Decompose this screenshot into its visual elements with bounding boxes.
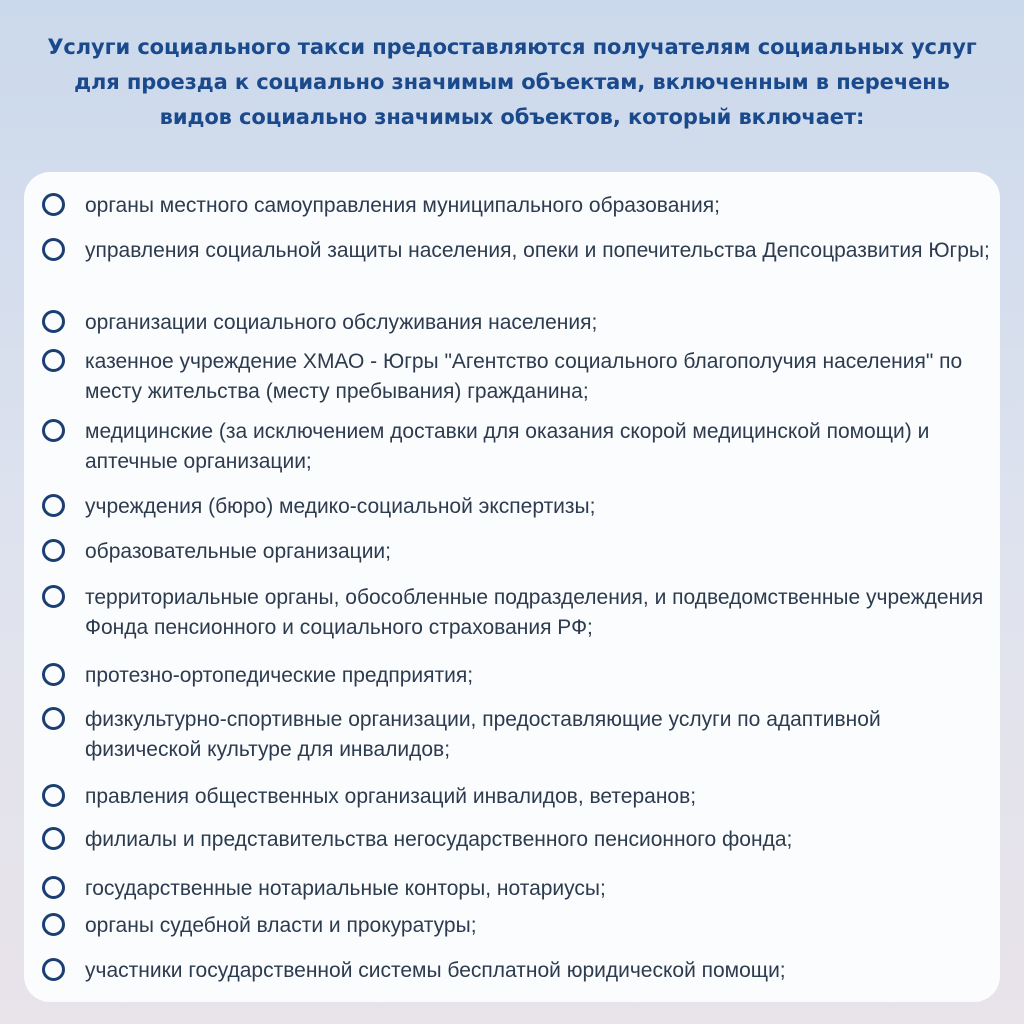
title-line: видов социально значимых объектов, который включает:	[159, 105, 865, 129]
page-title	[20, 30, 1004, 135]
list-item-text: органы судебной власти и прокуратуры;	[85, 914, 477, 937]
list-item-text: участники государственной системы бесплатной юридической помощи;	[85, 959, 786, 982]
list-item	[42, 308, 992, 338]
list-item	[42, 874, 992, 904]
list-item	[42, 782, 992, 812]
circle-bullet-icon	[42, 310, 65, 333]
list-item-text: физкультурно-спортивные организации, предоставляющие услуги по адаптивной физической культуре для инвалидов;	[85, 708, 881, 761]
circle-bullet-icon	[42, 827, 65, 850]
list-item	[42, 825, 992, 855]
circle-bullet-icon	[42, 663, 65, 686]
list-item-text: образовательные организации;	[85, 540, 391, 563]
list-item	[42, 661, 992, 691]
list-item-text: медицинские (за исключением доставки для оказания скорой медицинской помощи) и аптечные организации;	[85, 420, 930, 473]
list-item	[42, 911, 992, 941]
list-item	[42, 492, 992, 522]
circle-bullet-icon	[42, 494, 65, 517]
list-item	[42, 705, 992, 765]
circle-bullet-icon	[42, 539, 65, 562]
title-line: для проезда к социально значимым объектам, включенным в перечень	[74, 70, 950, 94]
circle-bullet-icon	[42, 958, 65, 981]
circle-bullet-icon	[42, 707, 65, 730]
list-item	[42, 956, 992, 986]
list-item-text: государственные нотариальные конторы, нотариусы;	[85, 877, 606, 900]
objects-list	[24, 172, 1000, 1002]
list-item	[42, 537, 992, 567]
list-item	[42, 583, 992, 643]
list-item-text: территориальные органы, обособленные подразделения, и подведомственные учреждения Фонда пенсионного и социального страхования РФ;	[85, 586, 984, 639]
circle-bullet-icon	[42, 784, 65, 807]
title-line: Услуги социального такси предоставляются получателям социальных услуг	[47, 35, 977, 59]
objects-list-card	[24, 172, 1000, 1002]
list-item-text: учреждения (бюро) медико-социальной экспертизы;	[85, 495, 596, 518]
list-item-text: организации социального обслуживания населения;	[85, 311, 598, 334]
list-item-text: казенное учреждение ХМАО - Югры "Агентство социального благополучия населения" по месту жительства (месту пребывания) гражданина;	[85, 350, 963, 403]
list-item-text: правления общественных организаций инвалидов, ветеранов;	[85, 785, 697, 808]
list-item-text: протезно-ортопедические предприятия;	[85, 664, 474, 687]
list-item	[42, 236, 992, 266]
circle-bullet-icon	[42, 349, 65, 372]
list-item	[42, 347, 992, 407]
circle-bullet-icon	[42, 238, 65, 261]
list-item-text: органы местного самоуправления муниципального образования;	[85, 194, 720, 217]
circle-bullet-icon	[42, 585, 65, 608]
list-item	[42, 191, 992, 221]
circle-bullet-icon	[42, 419, 65, 442]
circle-bullet-icon	[42, 193, 65, 216]
list-item-text: филиалы и представительства негосударственного пенсионного фонда;	[85, 828, 793, 851]
circle-bullet-icon	[42, 913, 65, 936]
list-item	[42, 417, 992, 477]
list-item-text: управления социальной защиты населения, опеки и попечительства Депсоцразвития Югры;	[85, 239, 990, 262]
circle-bullet-icon	[42, 876, 65, 899]
